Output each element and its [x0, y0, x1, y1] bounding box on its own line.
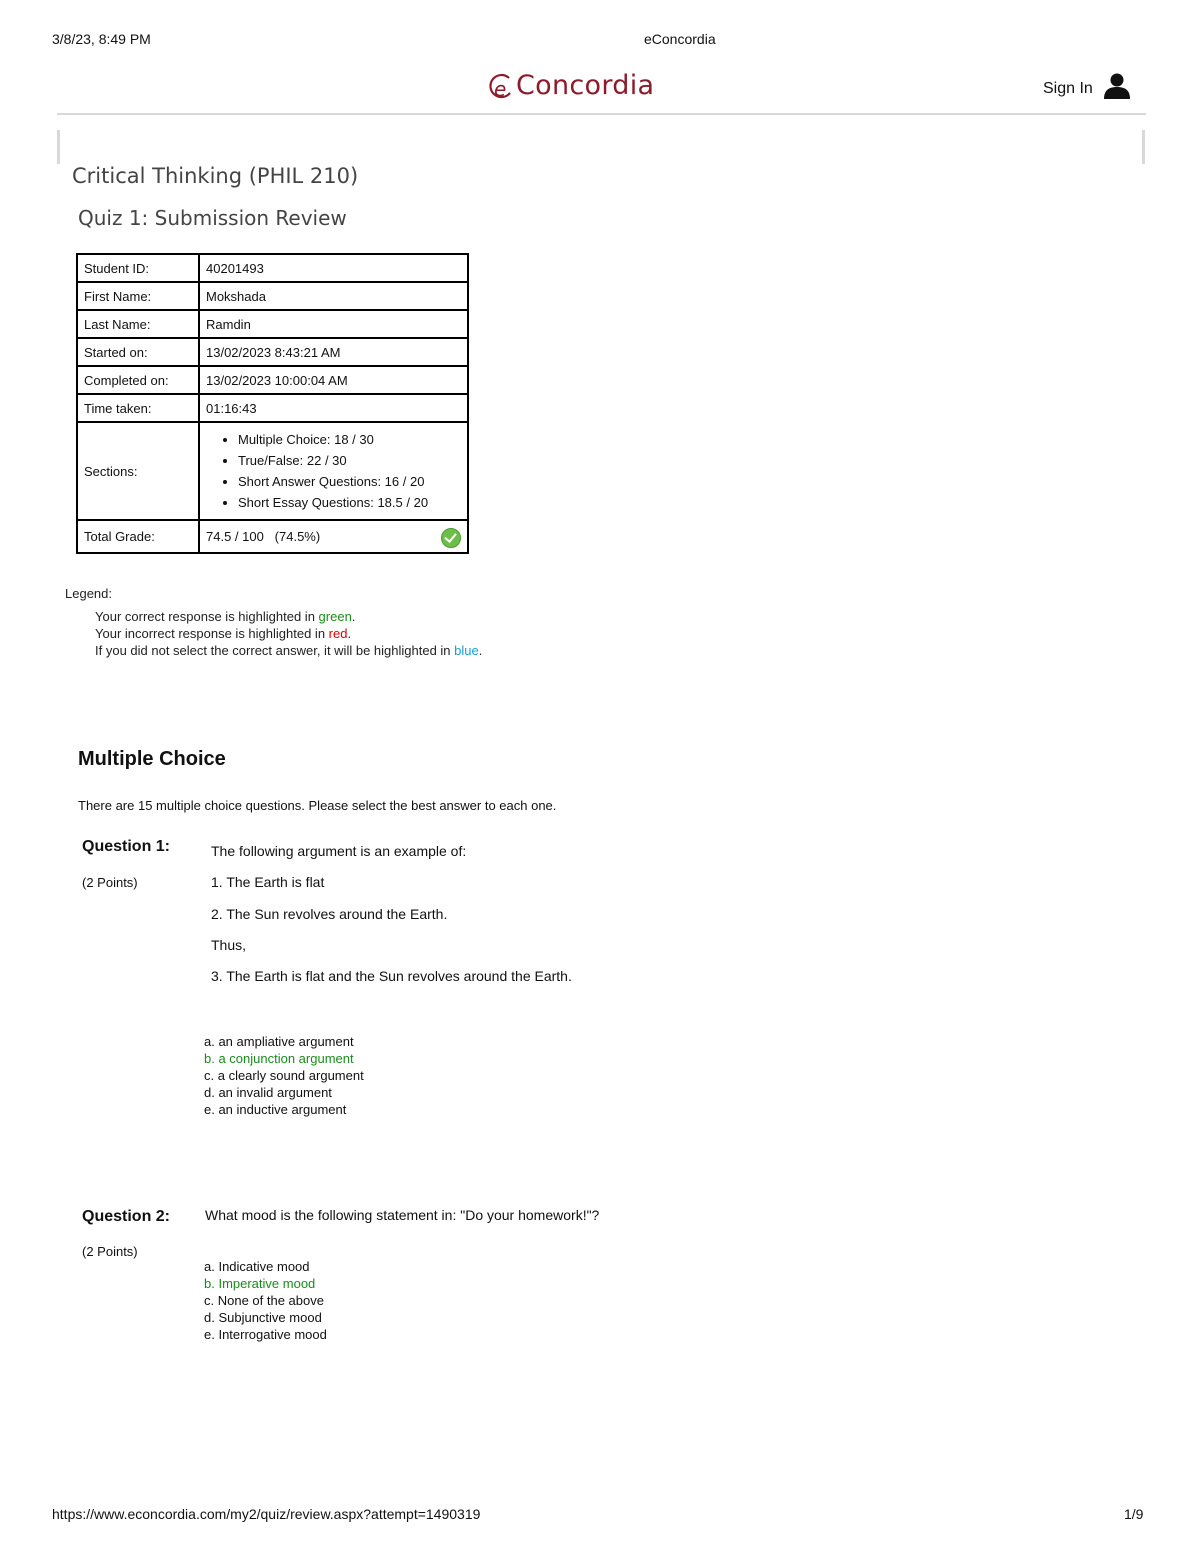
legend-incorrect	[95, 626, 351, 641]
legend-missed-text: If you did not select the correct answer, it will be highlighted in	[95, 643, 455, 658]
question-1-line: 3. The Earth is flat and the Sun revolves around the Earth.	[211, 968, 572, 984]
submission-info-table	[76, 253, 469, 554]
question-1-points: (2 Points)	[82, 875, 138, 890]
question-1-line: Thus,	[211, 937, 247, 953]
question-2-option-e: e. Interrogative mood	[204, 1327, 327, 1342]
first-name-value: Mokshada	[199, 282, 468, 310]
question-1-option-b: b. a conjunction argument	[204, 1051, 354, 1066]
legend-period: .	[351, 609, 356, 624]
print-site-title: eConcordia	[644, 31, 716, 47]
started-on-value: 13/02/2023 8:43:21 AM	[199, 338, 468, 366]
list-item: • True/False: 22 / 30	[238, 450, 461, 471]
check-circle-icon	[441, 528, 461, 548]
list-item: • Short Answer Questions: 16 / 20	[238, 471, 461, 492]
print-url[interactable]: https://www.econcordia.com/my2/quiz/review.aspx?attempt=1490319	[52, 1506, 481, 1522]
question-1-option-e: e. an inductive argument	[204, 1102, 347, 1117]
legend-green-word: green	[318, 609, 352, 624]
student-id-label: Student ID:	[77, 254, 199, 282]
time-taken-label: Time taken:	[77, 394, 199, 422]
total-grade-cell	[199, 520, 468, 553]
table-row	[77, 366, 468, 394]
sign-in-button[interactable]	[1043, 72, 1131, 105]
legend-period: .	[478, 643, 483, 658]
course-title: Critical Thinking (PHIL 210)	[72, 164, 359, 188]
list-item: • Multiple Choice: 18 / 30	[238, 429, 461, 450]
sign-in-label: Sign In	[1043, 79, 1093, 97]
econcordia-logo[interactable]	[486, 70, 654, 101]
table-row	[77, 310, 468, 338]
sections-list	[206, 429, 461, 513]
legend-incorrect-text: Your incorrect response is highlighted in	[95, 626, 329, 641]
started-on-label: Started on:	[77, 338, 199, 366]
question-2-option-a: a. Indicative mood	[204, 1259, 310, 1274]
question-2-option-d: d. Subjunctive mood	[204, 1310, 322, 1325]
question-1-line: 2. The Sun revolves around the Earth.	[211, 906, 448, 922]
legend-title: Legend:	[65, 586, 112, 601]
table-row	[77, 394, 468, 422]
quiz-title: Quiz 1: Submission Review	[78, 206, 347, 230]
question-1-line: 1. The Earth is flat	[211, 874, 325, 890]
legend-period: .	[347, 626, 352, 641]
user-icon	[1103, 72, 1131, 105]
sections-value	[199, 422, 468, 520]
legend-red-word: red	[328, 626, 348, 641]
time-taken-value: 01:16:43	[199, 394, 468, 422]
section-description: There are 15 multiple choice questions. Please select the best answer to each one.	[78, 798, 557, 813]
right-border	[1142, 130, 1145, 164]
student-id-value: 40201493	[199, 254, 468, 282]
question-2-prompt: What mood is the following statement in: "Do your homework!"?	[205, 1207, 600, 1223]
print-datetime: 3/8/23, 8:49 PM	[52, 31, 151, 47]
question-2-label: Question 2:	[82, 1208, 171, 1225]
completed-on-value: 13/02/2023 10:00:04 AM	[199, 366, 468, 394]
header-divider	[57, 113, 1146, 115]
list-item: • Short Essay Questions: 18.5 / 20	[238, 492, 461, 513]
section-title: Multiple Choice	[78, 748, 226, 770]
legend-missed	[95, 643, 482, 658]
print-page-number: 1/9	[1124, 1506, 1144, 1522]
question-2-points: (2 Points)	[82, 1244, 138, 1259]
svg-text:e: e	[494, 76, 507, 101]
econcordia-logo-icon	[486, 71, 516, 101]
first-name-label: First Name:	[77, 282, 199, 310]
table-row	[77, 282, 468, 310]
table-row	[77, 422, 468, 520]
legend-correct	[95, 609, 355, 624]
logo-text: Concordia	[516, 70, 655, 101]
left-border	[57, 130, 60, 164]
question-2-option-c: c. None of the above	[204, 1293, 324, 1308]
question-1-option-a: a. an ampliative argument	[204, 1034, 354, 1049]
question-2-option-b: b. Imperative mood	[204, 1276, 316, 1291]
question-1-option-d: d. an invalid argument	[204, 1085, 332, 1100]
last-name-label: Last Name:	[77, 310, 199, 338]
last-name-value: Ramdin	[199, 310, 468, 338]
table-row	[77, 338, 468, 366]
total-grade-label: Total Grade:	[77, 520, 199, 553]
sections-label: Sections:	[77, 422, 199, 520]
question-1-option-c: c. a clearly sound argument	[204, 1068, 364, 1083]
question-1-label: Question 1:	[82, 838, 171, 855]
table-row	[77, 520, 468, 553]
completed-on-label: Completed on:	[77, 366, 199, 394]
total-grade-value: 74.5 / 100 (74.5%)	[206, 529, 321, 544]
legend-correct-text: Your correct response is highlighted in	[95, 609, 319, 624]
legend-blue-word: blue	[454, 643, 479, 658]
question-1-prompt: The following argument is an example of:	[211, 843, 467, 859]
table-row	[77, 254, 468, 282]
